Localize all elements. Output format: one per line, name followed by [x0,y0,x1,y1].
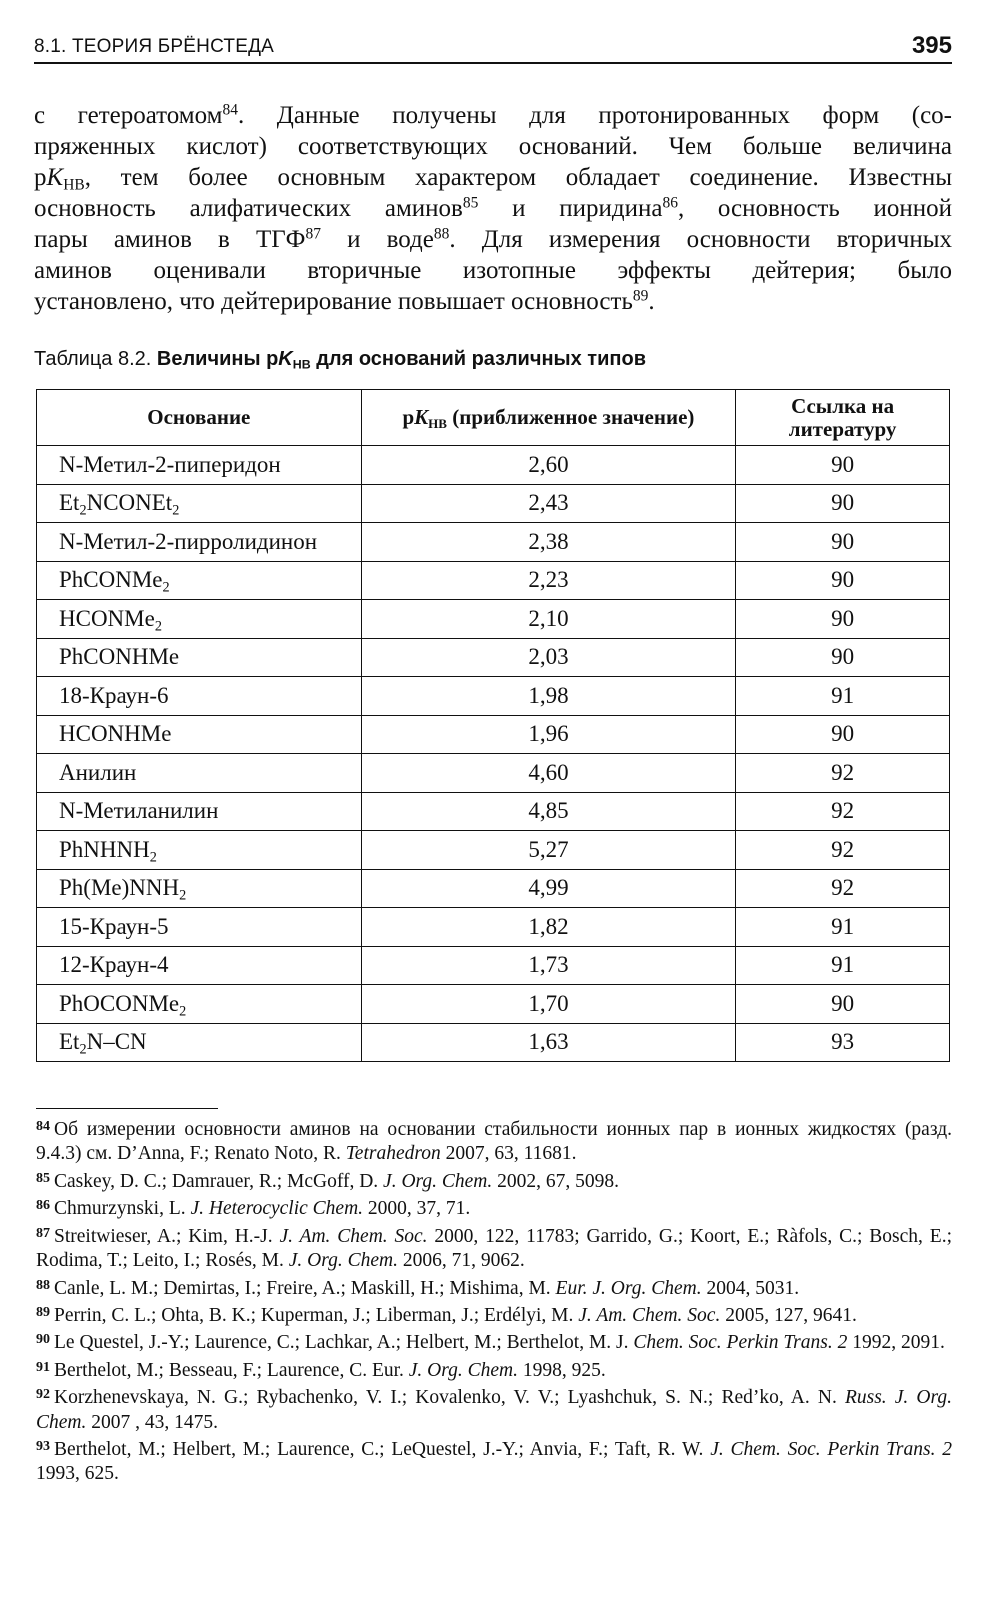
cell-pk: 2,23 [361,561,736,600]
table-row [37,831,950,870]
footnote-number: 90 [36,1332,50,1348]
footnote: $^{84}$ Об измерении основности аминов на основании стабильности ионных пар в ионных жидкостях (разд. 9.4.3) см. D’Anna, F.; Renato Noto, R. Tetrahedron 2007, 63, 11681. [36,1118,952,1165]
page-number: 395 [911,32,952,59]
cell-base: PhNHNH$_2$ [37,831,362,870]
table-row [37,715,950,754]
table-caption [34,348,952,371]
table-row [37,985,950,1024]
body-line: $pK_{HB}$, тем более основным характером обладает соединение. Известны [34,164,952,194]
footnote-number: 88 [36,1277,50,1293]
table-row [37,677,950,716]
footnote-number: 89 [36,1304,50,1320]
cell-ref: 92 [736,831,950,870]
cell-base: $Et_2N-CN$ [37,1023,362,1062]
cell-base: HCONMe$_2$ [37,600,362,639]
table-row [37,561,950,600]
cell-ref: 90 [736,484,950,523]
cell-base: N-Метил-2-пирролидинон [37,523,362,562]
body-line: с гетероатомом$^{84}$. Данные получены для протонированных форм (со- [34,101,953,129]
cell-base: $Ph(Me)NNH_2$ [37,869,362,908]
cell-ref: 91 [736,908,950,947]
footnote: $^{90}$ Le Questel, J.-Y.; Laurence, C.; Lachkar, A.; Helbert, M.; Berthelot, M. J. Chem. Soc. Perkin Trans. 2 1992, 2091. [36,1332,945,1354]
running-head [34,34,952,64]
cell-base: PhOCONMe$_2$ [37,985,362,1024]
body-line: установлено, что дейтерирование повышает основность$^{89}$. [34,287,655,315]
cell-pk: 4,85 [361,792,736,831]
table-body [37,446,950,1062]
footnote-number: 86 [36,1198,50,1214]
footnote: $^{86}$ Chmurzynski, L. J. Heterocyclic Chem. 2000, 37, 71. [36,1198,471,1220]
cell-ref: 92 [736,869,950,908]
cell-ref: 90 [736,600,950,639]
cell-pk: 1,82 [361,908,736,947]
footnote-number: 85 [36,1170,50,1186]
cell-pk: 4,60 [361,754,736,793]
cell-base: $Et_2NCONEt_2$ [37,484,362,523]
body-line: пары аминов в ТГФ$^{87}$ и воде$^{88}$. Для измерения основности вторичных [34,225,952,253]
footnote-number: 87 [36,1225,50,1241]
cell-ref: 90 [736,638,950,677]
cell-pk: 1,70 [361,985,736,1024]
cell-base: 18-Краун-6 [37,677,362,716]
cell-pk: 2,60 [361,446,736,485]
table-row [37,792,950,831]
cell-pk: 2,10 [361,600,736,639]
footnote: $^{92}$ Korzhenevskaya, N. G.; Rybachenko, V. I.; Kovalenko, V. V.; Lyashchuk, S. N.; Red’ko, A. N. Russ. J. Org. Chem. 2007 , 43, 1475. [36,1387,952,1433]
cell-ref: 91 [736,946,950,985]
cell-base: 12-Краун-4 [37,946,362,985]
cell-ref: 90 [736,985,950,1024]
footnote: $^{91}$ Berthelot, M.; Besseau, F.; Laurence, C. Eur. J. Org. Chem. 1998, 925. [36,1359,606,1381]
footnote-ref[interactable]: 88 [433,225,450,243]
cell-ref: 92 [736,754,950,793]
table-row [37,523,950,562]
footnote: $^{89}$ Perrin, C. L.; Ohta, B. K.; Kuperman, J.; Liberman, J.; Erdélyi, M. J. Am. Chem. Soc. 2005, 127, 9641. [36,1304,857,1326]
cell-ref: 90 [736,523,950,562]
cell-pk: 2,03 [361,638,736,677]
cell-pk: 2,43 [361,484,736,523]
body-line: пряженных кислот) соответствующих оснований. Чем больше величина [34,133,952,160]
footnote-number: 93 [36,1439,50,1455]
footnote: $^{88}$ Canle, L. M.; Demirtas, I.; Freire, A.; Maskill, H.; Mishima, M. Eur. J. Org. Chem. 2004, 5031. [36,1277,800,1299]
footnote-ref[interactable]: 85 [462,194,479,212]
footnote-number: 91 [36,1359,50,1375]
table-row [37,946,950,985]
cell-base: PhCONHMe [37,638,362,677]
cell-ref: 92 [736,792,950,831]
table-header-row [37,390,950,446]
footnote-ref[interactable]: 86 [662,194,678,212]
header-ref: Ссылка на литературу [736,390,950,446]
pk-table [36,389,950,1062]
footnotes [36,1115,952,1487]
table-row [37,638,950,677]
table-row [37,484,950,523]
header-base: Основание [37,390,362,446]
cell-base: PhCONMe$_2$ [37,561,362,600]
cell-base: Анилин [37,754,362,793]
table-row [37,600,950,639]
footnote-number: 84 [36,1119,50,1134]
footnote: $^{85}$ Caskey, D. C.; Damrauer, R.; McGoff, D. J. Org. Chem. 2002, 67, 5098. [36,1170,620,1192]
table-row [37,446,950,485]
table-row [37,908,950,947]
cell-pk: 5,27 [361,831,736,870]
cell-ref: 91 [736,677,950,716]
cell-base: HCONHMe [37,715,362,754]
footnote-ref[interactable]: 87 [305,225,321,243]
footnote: $^{93}$ Berthelot, M.; Helbert, M.; Laurence, C.; LeQuestel, J.-Y.; Anvia, F.; Taft, R. W. J. Chem. Soc. Perkin Trans. 2 1993, 625. [36,1438,953,1485]
cell-base: N-Метиланилин [37,792,362,831]
cell-pk: 2,38 [361,523,736,562]
cell-ref: 93 [736,1023,950,1062]
table-row [37,869,950,908]
section-title: 8.1. ТЕОРИЯ БРЁНСТЕДА [34,36,275,57]
footnote-rule [36,1108,218,1109]
cell-base: N-Метил-2-пиперидон [37,446,362,485]
footnote-ref[interactable]: 84 [222,101,238,119]
cell-ref: 90 [736,715,950,754]
header-pk: $pK_{HB}$ (приближенное значение) [361,390,736,446]
table-row [37,1023,950,1062]
cell-pk: 1,63 [361,1023,736,1062]
cell-pk: 4,99 [361,869,736,908]
body-line: основность алифатических аминов$^{85}$ и пиридина$^{86}$, основность ионной [34,194,953,222]
cell-base: 15-Краун-5 [37,908,362,947]
caption-label: Таблица 8.2. [34,348,157,370]
cell-pk: 1,73 [361,946,736,985]
body-line: аминов оценивали вторичные изотопные эффекты дейтерия; было [34,257,952,284]
footnote-ref[interactable]: 89 [632,287,649,305]
caption-title: Величины $pK_{HB}$ для оснований различных типов [156,348,646,372]
footnote-number: 92 [36,1387,50,1403]
cell-ref: 90 [736,561,950,600]
footnote: $^{87}$ Streitwieser, A.; Kim, H.-J. J. Am. Chem. Soc. 2000, 122, 11783; Garrido, G.; Koort, E.; Ràfols, C.; Bosch, E.; Rodima, T.; Leito, I.; Rosés, M. J. Org. Chem. 2006, 71, 9062. [36,1225,952,1272]
cell-pk: 1,98 [361,677,736,716]
body-paragraph [34,100,952,317]
table-row [37,754,950,793]
cell-pk: 1,96 [361,715,736,754]
cell-ref: 90 [736,446,950,485]
